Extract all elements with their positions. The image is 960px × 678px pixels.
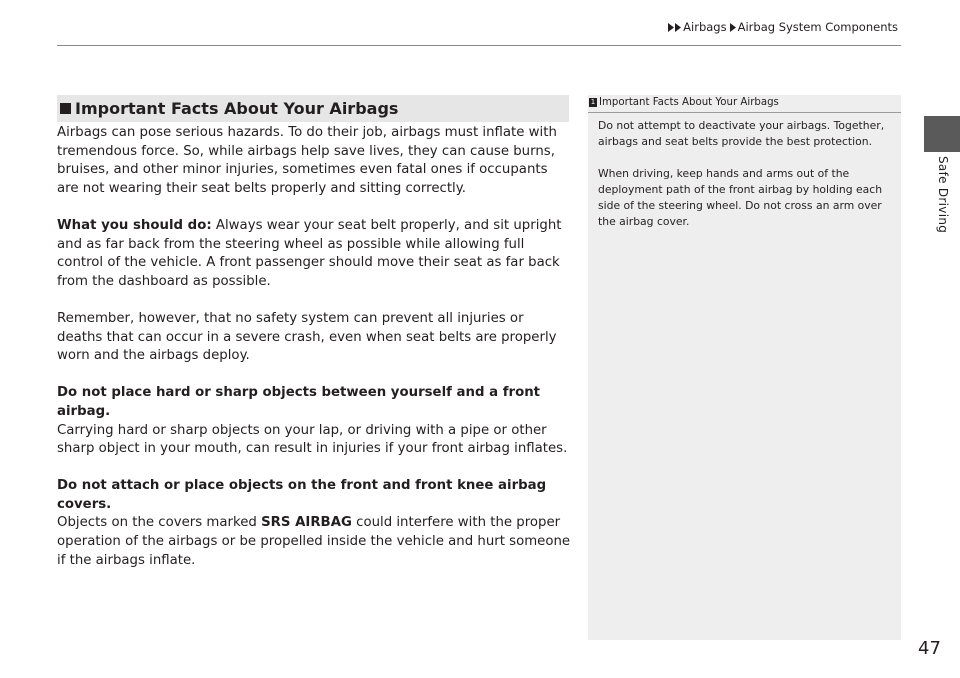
note-header: [588, 95, 901, 113]
arrow-icon: [730, 23, 737, 32]
note-title[interactable]: Important Facts About Your Airbags: [599, 97, 779, 108]
paragraph-sharp-objects: [57, 384, 571, 458]
lead-covers: Do not attach or place objects on the front and front knee airbag covers.: [57, 478, 547, 512]
lead-sharp-objects: Do not place hard or sharp objects between yourself and a front airbag.: [57, 385, 541, 419]
square-bullet-icon: [60, 103, 71, 114]
text-sharp-objects: Carrying hard or sharp objects on your lap, or driving with a pipe or other sharp object in your mouth, can result in injuries if your front airbag inflates.: [57, 422, 568, 457]
text-what-to-do: Always wear your seat belt properly, and sit upright and as far back from the steering wheel as possible while allowing full control of the vehicle. A front passenger should move their seat as far back from the dashboard as possible.: [57, 217, 562, 289]
double-arrow-icon: [668, 23, 682, 32]
paragraph-covers: [57, 477, 571, 570]
page-number: 47: [918, 638, 941, 659]
note-paragraph-1: Do not attempt to deactivate your airbags. Together, airbags and seat belts provide the best protection.: [598, 119, 885, 148]
text-covers-a: Objects on the covers marked: [57, 515, 262, 531]
header-rule: [57, 45, 901, 46]
paragraph-what-to-do: [57, 217, 571, 291]
chapter-label: Safe Driving: [936, 156, 950, 234]
lead-what-to-do: What you should do:: [57, 217, 212, 233]
note-body: [588, 113, 901, 230]
breadcrumb: [668, 20, 901, 34]
paragraph-intro: Airbags can pose serious hazards. To do their job, airbags must inflate with tremendous force. So, while airbags help save lives, they can cause burns, bruises, and other minor injuries, sometimes even fatal ones if occupants are not wearing their seat belts properly and sitting correctly.: [57, 125, 557, 196]
main-content: [57, 124, 571, 589]
paragraph-remember: Remember, however, that no safety system can prevent all injuries or deaths that can occur in a severe crash, even when seat belts are properly worn and the airbags deploy.: [57, 310, 557, 364]
note-badge-icon: 1: [590, 98, 596, 106]
srs-airbag-label: SRS AIRBAG: [261, 515, 352, 531]
section-title: Important Facts About Your Airbags: [75, 99, 399, 118]
note-panel: [588, 95, 901, 640]
section-heading: [57, 95, 569, 122]
note-paragraph-2: When driving, keep hands and arms out of the deployment path of the front airbag by holding each side of the steering wheel. Do not cross an arm over the airbag cover.: [598, 167, 883, 228]
breadcrumb-item-airbags[interactable]: Airbags: [683, 20, 727, 34]
chapter-tab[interactable]: [924, 116, 960, 152]
text-covers-b: could interfere with the proper operation of the airbags or be propelled inside the vehicle and hurt someone if the airbags inflate.: [57, 515, 571, 568]
breadcrumb-item-components[interactable]: Airbag System Components: [737, 20, 898, 34]
